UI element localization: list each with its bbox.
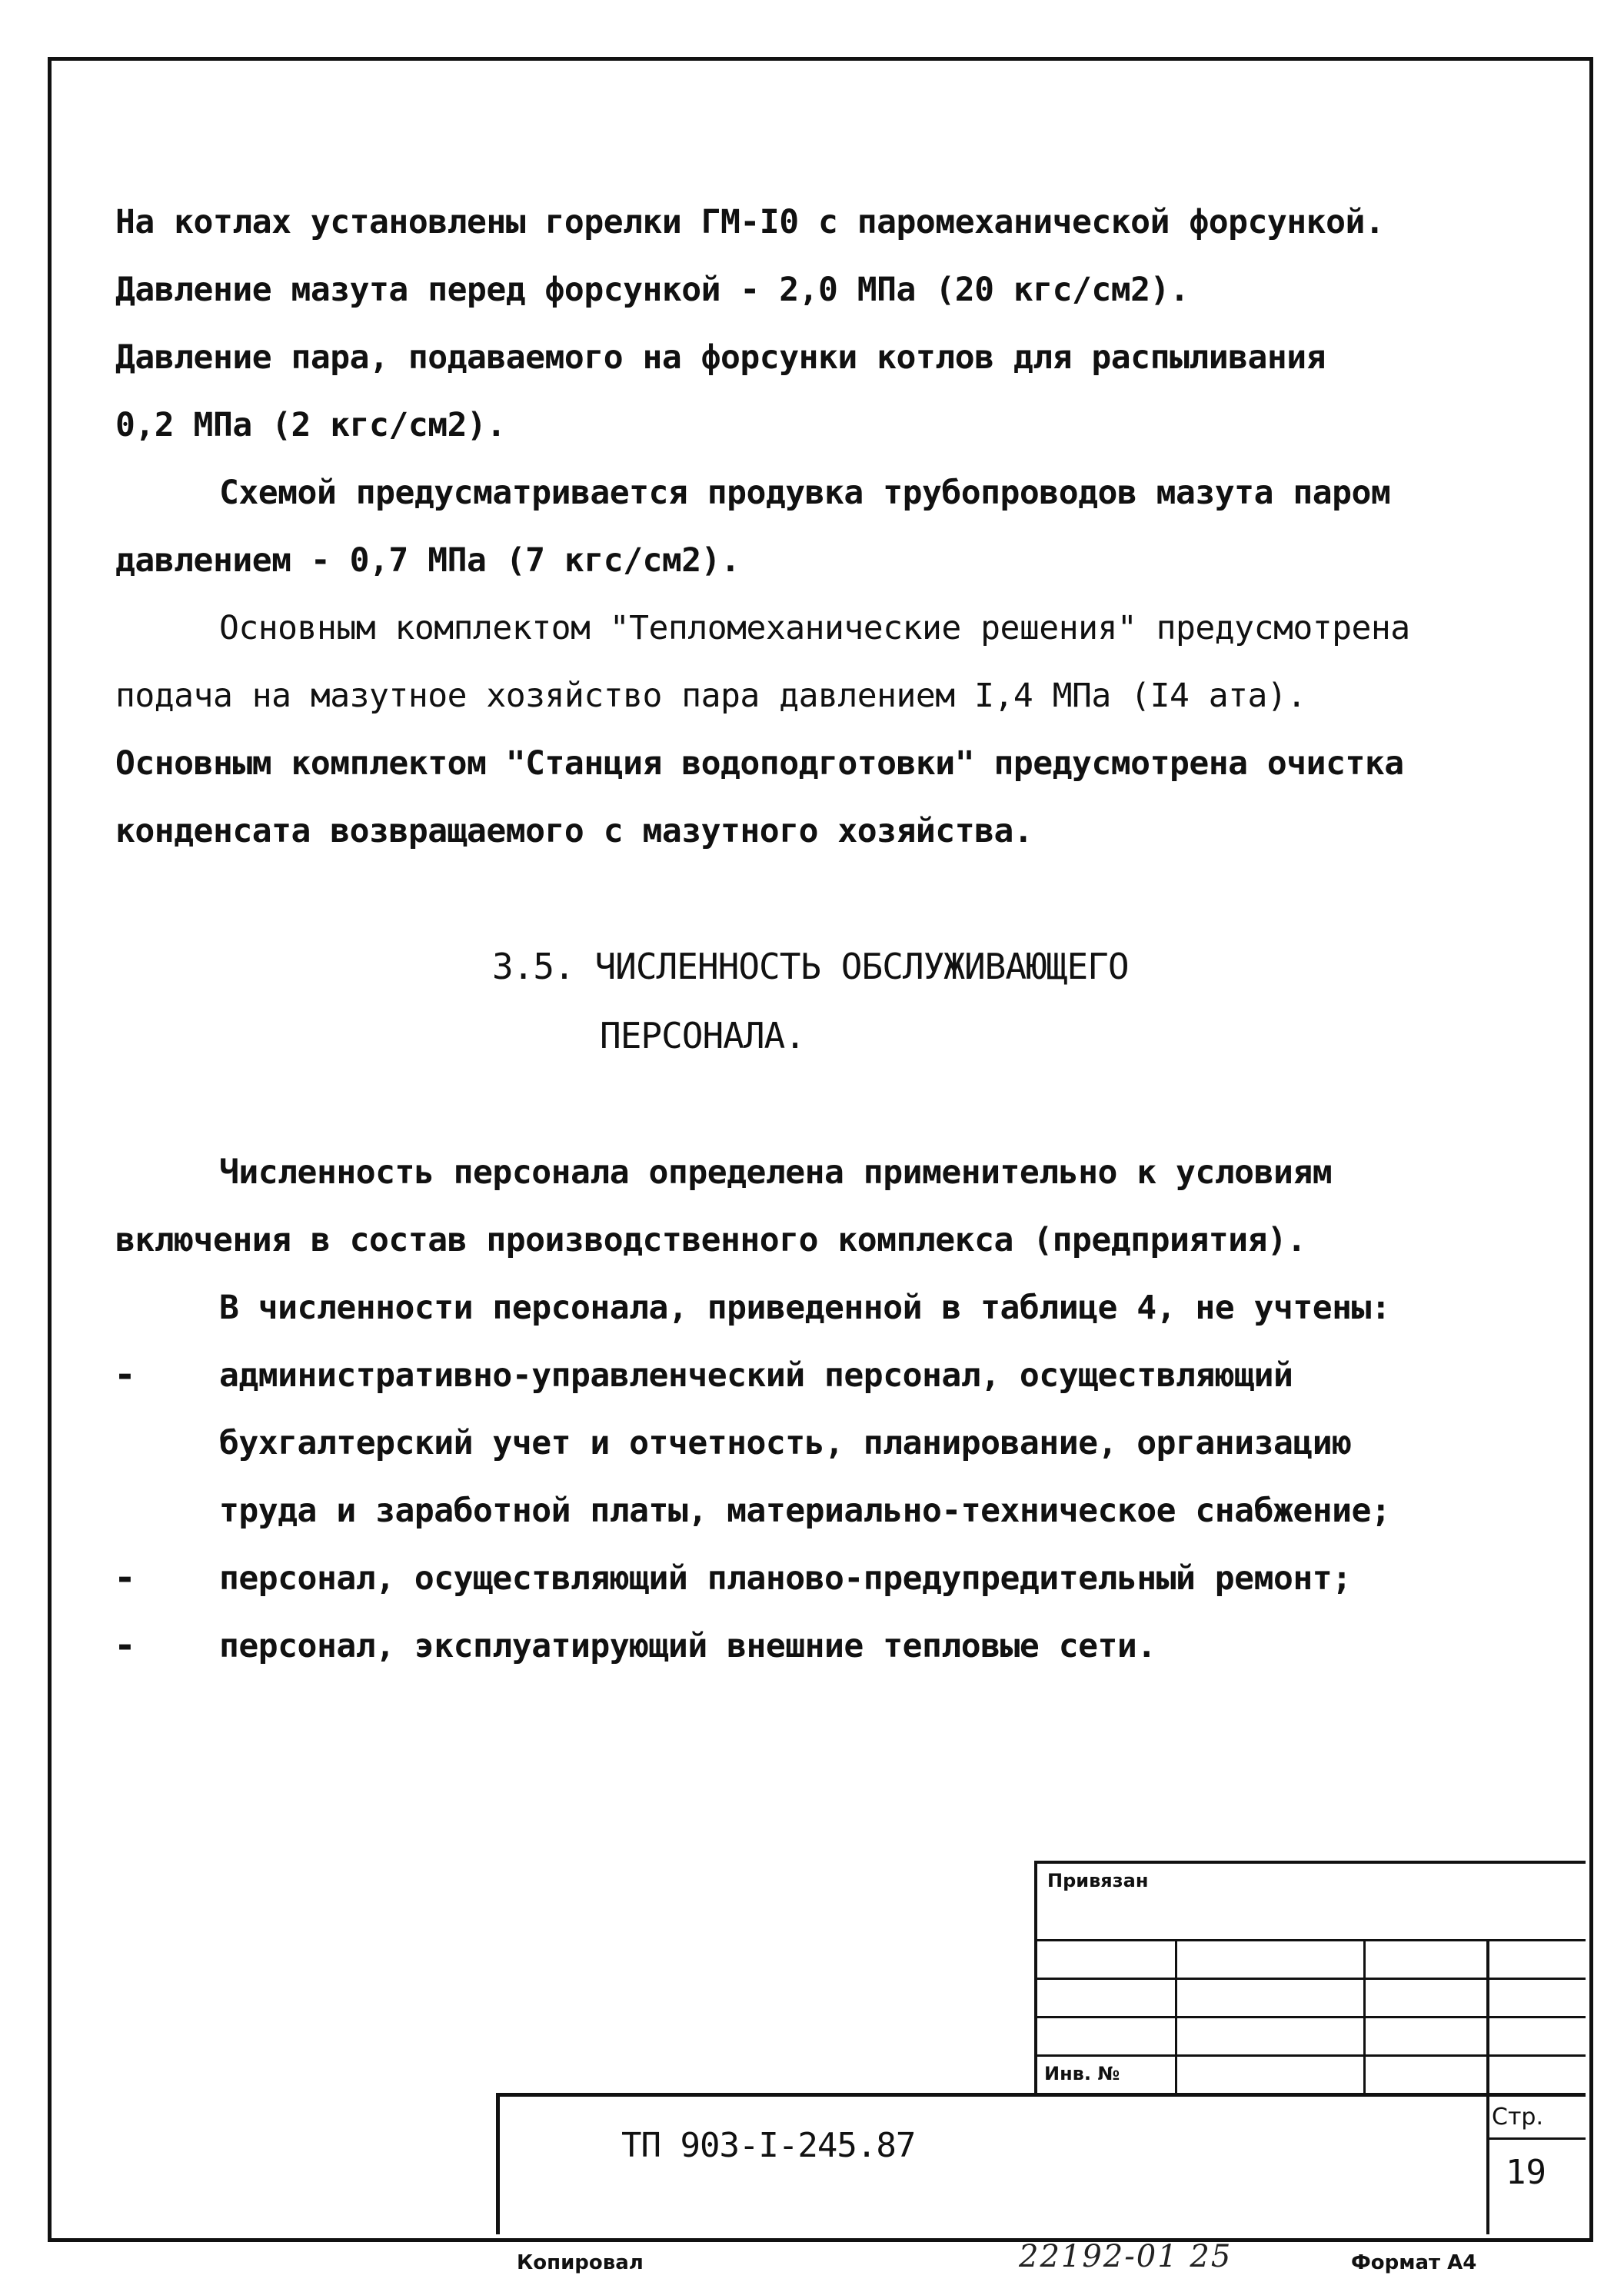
list-item-line: бухгалтерский учет и отчетность, планирование, организацию: [219, 1424, 1352, 1462]
list-bullet: -: [114, 1353, 136, 1396]
inv-label: Инв. №: [1044, 2063, 1120, 2084]
text-line: включения в состав производственного комплекса (предприятия).: [115, 1221, 1306, 1259]
list-item-line: труда и заработной платы, материально-техническое снабжение;: [219, 1492, 1391, 1530]
bound-label: Привязан: [1047, 1870, 1149, 1891]
format-label: Формат А4: [1351, 2251, 1477, 2274]
text-line: Давление пара, подаваемого на форсунки котлов для распыливания: [115, 338, 1326, 377]
text-line: Основным комплектом "Тепломеханические решения" предусмотрена: [219, 609, 1410, 647]
text-line: давлением - 0,7 МПа (7 кгс/см2).: [115, 541, 740, 580]
text-line: Схемой предусматривается продувка трубопроводов мазута паром: [219, 474, 1391, 512]
copied-label: Копировал: [517, 2251, 644, 2274]
text-line: Основным комплектом "Станция водоподготовки" предусмотрена очистка: [115, 744, 1404, 783]
list-item-line: персонал, эксплуатирующий внешние тепловые сети.: [219, 1627, 1156, 1665]
list-item-line: персонал, осуществляющий планово-предупредительный ремонт;: [219, 1559, 1352, 1598]
text-line: Давление мазута перед форсункой - 2,0 МПа (20 кгс/см2).: [115, 271, 1190, 309]
text-line: подача на мазутное хозяйство пара давлением I,4 МПа (I4 ата).: [115, 677, 1306, 715]
page-number: 19: [1506, 2153, 1546, 2192]
text-line: 0,2 МПа (2 кгс/см2).: [115, 406, 506, 444]
section-heading-cont: ПЕРСОНАЛА.: [600, 1015, 805, 1056]
document-code: ТП 903-I-245.87: [621, 2126, 916, 2165]
section-heading: 3.5. ЧИСЛЕННОСТЬ ОБСЛУЖИВАЮЩЕГО: [492, 946, 1129, 987]
page-label: Стр.: [1492, 2104, 1544, 2131]
handwritten-number: 22192-01 25: [1019, 2239, 1233, 2274]
list-item-line: административно-управленческий персонал, осуществляющий: [219, 1356, 1293, 1395]
list-bullet: -: [114, 1624, 136, 1667]
list-intro: В численности персонала, приведенной в таблице 4, не учтены:: [219, 1289, 1391, 1327]
text-line: На котлах установлены горелки ГМ-I0 с паромеханической форсункой.: [115, 203, 1385, 241]
text-line: Численность персонала определена применительно к условиям: [219, 1153, 1333, 1192]
list-bullet: -: [114, 1556, 136, 1599]
text-line: конденсата возвращаемого с мазутного хозяйства.: [115, 812, 1033, 850]
drawing-frame: [48, 57, 1593, 2242]
